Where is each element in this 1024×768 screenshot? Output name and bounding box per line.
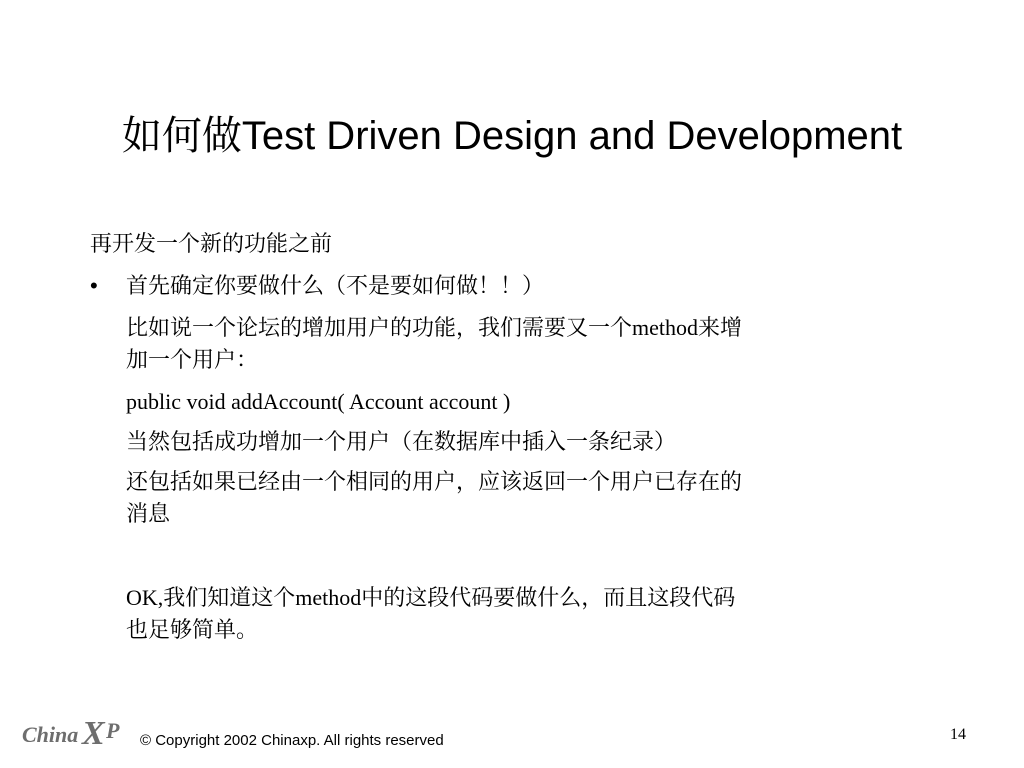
paragraph-line: 加一个用户： <box>126 347 259 372</box>
paragraph-line: 比如说一个论坛的增加用户的功能，我们需要又一个method来增 <box>126 315 742 340</box>
paragraph-example <box>126 312 742 376</box>
paragraph-line: 消息 <box>126 501 171 526</box>
paragraph-line: 当然包括成功增加一个用户（在数据库中插入一条纪录） <box>126 429 677 454</box>
paragraph-method-signature <box>126 386 510 418</box>
paragraph-success-case <box>126 426 676 458</box>
bullet-marker: • <box>90 273 98 298</box>
page-number: 14 <box>950 726 966 743</box>
paragraph-conclusion <box>126 582 735 646</box>
paragraph-line: 也足够简单。 <box>126 617 259 642</box>
paragraph-line: OK,我们知道这个method中的这段代码要做什么，而且这段代码 <box>126 585 736 610</box>
svg-text:P: P <box>106 718 120 743</box>
slide-title <box>0 112 1024 160</box>
copyright-notice: © Copyright 2002 Chinaxp. All rights reserved <box>140 732 444 749</box>
paragraph-line: public void addAccount( Account account ) <box>126 389 511 414</box>
title-english: Test Driven Design and Development <box>241 114 903 158</box>
svg-text:X: X <box>82 715 105 752</box>
paragraph-duplicate-case <box>126 466 742 530</box>
title-chinese: 如何做 <box>121 113 242 159</box>
svg-text:China: China <box>22 722 79 747</box>
intro-line: 再开发一个新的功能之前 <box>90 231 333 256</box>
paragraph-line: 还包括如果已经由一个相同的用户，应该返回一个用户已存在的 <box>126 469 743 494</box>
chinaxp-logo <box>20 712 130 752</box>
bullet-text: 首先确定你要做什么（不是要如何做！！） <box>126 273 545 298</box>
